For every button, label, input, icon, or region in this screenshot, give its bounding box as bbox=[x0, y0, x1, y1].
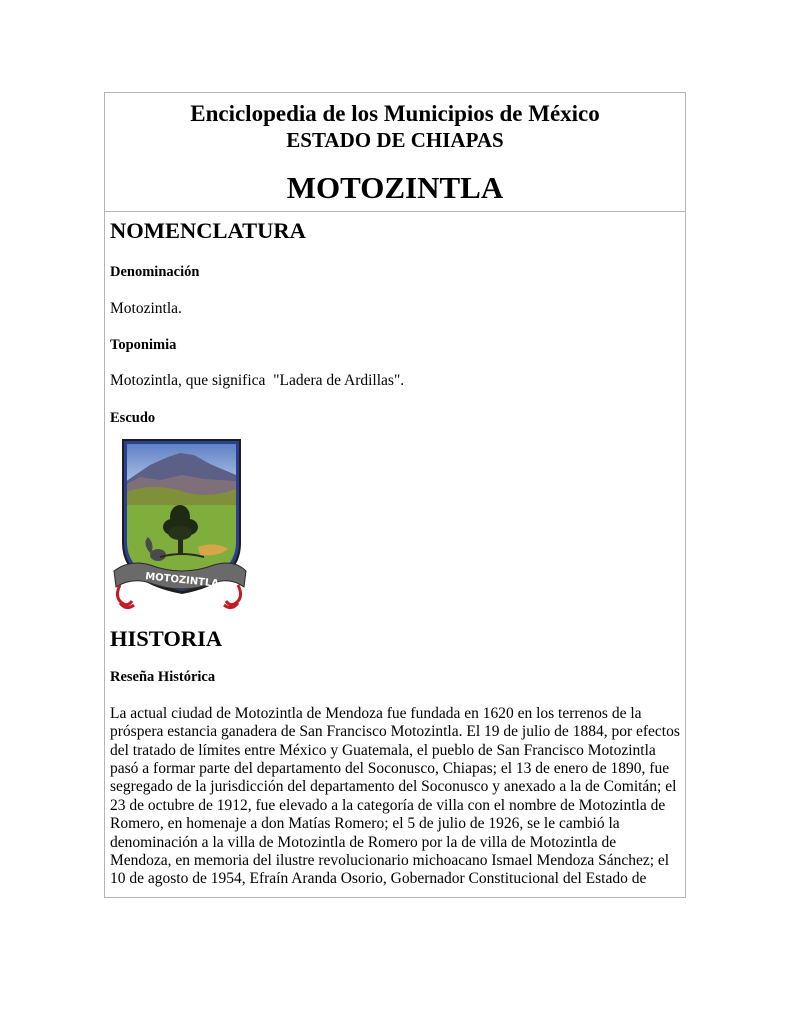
resena-line: denominación a la villa de Motozintla de Romero por la de villa de Motozintla de bbox=[110, 833, 617, 851]
section-heading-historia: HISTORIA bbox=[110, 625, 223, 651]
escudo-label: Escudo bbox=[110, 409, 156, 426]
document-frame bbox=[104, 92, 686, 898]
denominacion-text: Motozintla. bbox=[110, 300, 182, 317]
resena-label: Reseña Histórica bbox=[110, 668, 216, 685]
municipality-title: MOTOZINTLA bbox=[286, 170, 504, 205]
document-header bbox=[105, 93, 685, 212]
resena-line: La actual ciudad de Motozintla de Mendoza fue fundada en 1620 en los terrenos de la bbox=[110, 704, 642, 722]
resena-line: Mendoza, en memoria del ilustre revolucionario michoacano Ismael Mendoza Sánchez; el bbox=[110, 852, 670, 870]
denominacion-label: Denominación bbox=[110, 264, 200, 280]
encyclopedia-title: Enciclopedia de los Municipios de México bbox=[190, 101, 600, 126]
state-title: ESTADO DE CHIAPAS bbox=[286, 128, 504, 152]
resena-line: segregado de la jurisdicción del departamento del Soconusco y anexado a la de Comitán; el bbox=[110, 778, 677, 796]
toponimia-label: Toponimia bbox=[110, 337, 177, 354]
section-heading-nomenclatura: NOMENCLATURA bbox=[110, 218, 306, 243]
coat-of-arms-image bbox=[110, 437, 250, 613]
toponimia-text: Motozintla, que significa "Ladera de Ardillas". bbox=[110, 372, 405, 390]
resena-line: pasó a formar parte del departamento del Soconusco, Chiapas; el 13 de enero de 1890, fue bbox=[110, 760, 670, 778]
resena-line: 10 de agosto de 1954, Efraín Aranda Osorio, Gobernador Constitucional del Estado de bbox=[110, 870, 647, 888]
resena-paragraph bbox=[110, 705, 680, 889]
resena-line: 23 de octubre de 1912, fue elevado a la categoría de villa con el nombre de Motozintla de bbox=[110, 796, 666, 814]
document-content bbox=[105, 218, 685, 889]
resena-line: del tratado de límites entre México y Guatemala, el pueblo de San Francisco Motozintla bbox=[110, 741, 656, 759]
resena-line: Romero, en homenaje a don Matías Romero; el 5 de julio de 1926, se le cambió la bbox=[110, 815, 620, 833]
coat-of-arms-banner-text: MOTOZINTLA bbox=[144, 570, 220, 590]
resena-line: próspera estancia ganadera de San Francisco Motozintla. El 19 de julio de 1884, por efectos bbox=[110, 723, 680, 741]
